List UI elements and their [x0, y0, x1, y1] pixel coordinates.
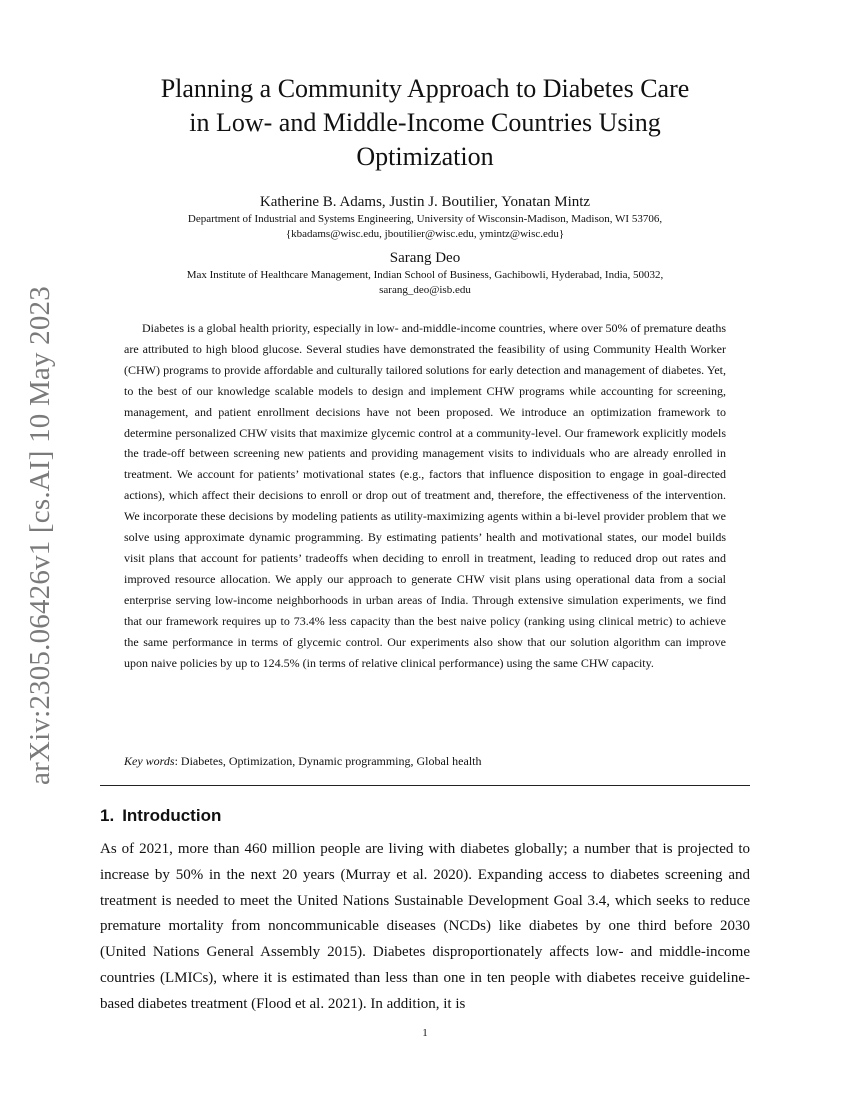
- section-divider: [100, 785, 750, 786]
- author-email: {kbadams@wisc.edu, jboutilier@wisc.edu, ymintz@wisc.edu}: [285, 228, 565, 240]
- abstract-text: Diabetes is a global health priority, especially in low- and-middle-income countries, where over 50% of premature deaths are attributed to high blood glucose. Several studies have demonstrated the feasibility of using Community Health Worker (CHW) programs to provide affordable and culturally tailored solutions for early detection and management of diabetes. Yet, to the best of our knowledge scalable models to design and implement CHW programs while accounting for screening, management, and patient enrollment decisions have not been proposed. We introduce an optimization framework to determine personalized CHW visits that maximize glycemic control at a community-level. Our framework explicitly models the trade-off between screening new patients and providing management visits to individuals who are already enrolled in treatment. We account for patients’ motivational states (e.g., factors that influence disposition to engage in goal-directed actions), which affect their decisions to enroll or drop out of treatment and, therefore, the effectiveness of the intervention. We incorporate these decisions by modeling patients as utility-maximizing agents within a bi-level provider problem that we solve using approximate dynamic programming. By estimating patients’ health and motivational states, our model builds visit plans that account for patients’ tradeoffs when deciding to enroll in treatment, leading to reduced drop out rates and improved resource allocation. We apply our approach to generate CHW visit plans using operational data from a social enterprise serving low-income neighborhoods in urban areas of India. Through extensive simulation experiments, we find that our framework requires up to 73.4% less capacity than the best naive policy (ranking using clinical metric) to achieve the same performance in terms of glycemic control. Our experiments also show that our solution algorithm can improve upon naive policies by up to 124.5% (in terms of relative clinical performance) using the same CHW capacity.: [124, 321, 726, 670]
- author-names: Sarang Deo: [389, 250, 461, 266]
- paper-title: [100, 72, 750, 174]
- title-line: Planning a Community Approach to Diabetes Care: [160, 74, 690, 103]
- author-group: [100, 192, 750, 242]
- author-affiliation: Max Institute of Healthcare Management, Indian School of Business, Gachibowli, Hyderabad, India, 50032,: [186, 269, 664, 281]
- arxiv-identifier-text: arXiv:2305.06426v1 [cs.AI] 10 May 2023: [23, 285, 56, 785]
- keywords-label: Key words: [124, 754, 175, 768]
- title-line: in Low- and Middle-Income Countries Using: [189, 108, 661, 137]
- keywords-text: Diabetes, Optimization, Dynamic programming, Global health: [180, 754, 482, 768]
- author-email: sarang_deo@isb.edu: [379, 284, 471, 296]
- page-number: 1: [422, 1027, 428, 1039]
- keywords: [124, 751, 726, 771]
- introduction-paragraph: As of 2021, more than 460 million people are living with diabetes globally; a number that is projected to increase by 50% in the next 20 years (Murray et al. 2020). Expanding access to diabetes screening and treatment is needed to meet the United Nations Sustainable Development Goal 3.4, which seeks to reduce premature mortality from noncommunicable diseases (NCDs) like diabetes by one third before 2030 (United Nations General Assembly 2015). Diabetes disproportionately affects low- and middle-income countries (LMICs), where it is estimated than less than one in ten people with diabetes receive guideline-based diabetes treatment (Flood et al. 2021). In addition, it is: [100, 841, 750, 1012]
- arxiv-identifier-stamp: [20, 285, 60, 785]
- section-heading: [100, 804, 221, 828]
- section-number: 1.: [100, 806, 115, 825]
- author-block: [100, 192, 750, 298]
- author-group: [100, 248, 750, 298]
- title-line: Optimization: [356, 142, 494, 171]
- abstract: [124, 318, 726, 673]
- author-names: Katherine B. Adams, Justin J. Boutilier, Yonatan Mintz: [259, 194, 591, 210]
- author-affiliation: Department of Industrial and Systems Engineering, University of Wisconsin-Madison, Madison, WI 53706,: [187, 213, 663, 225]
- section-title: Introduction: [122, 806, 222, 825]
- keywords-colon: :: [174, 754, 181, 768]
